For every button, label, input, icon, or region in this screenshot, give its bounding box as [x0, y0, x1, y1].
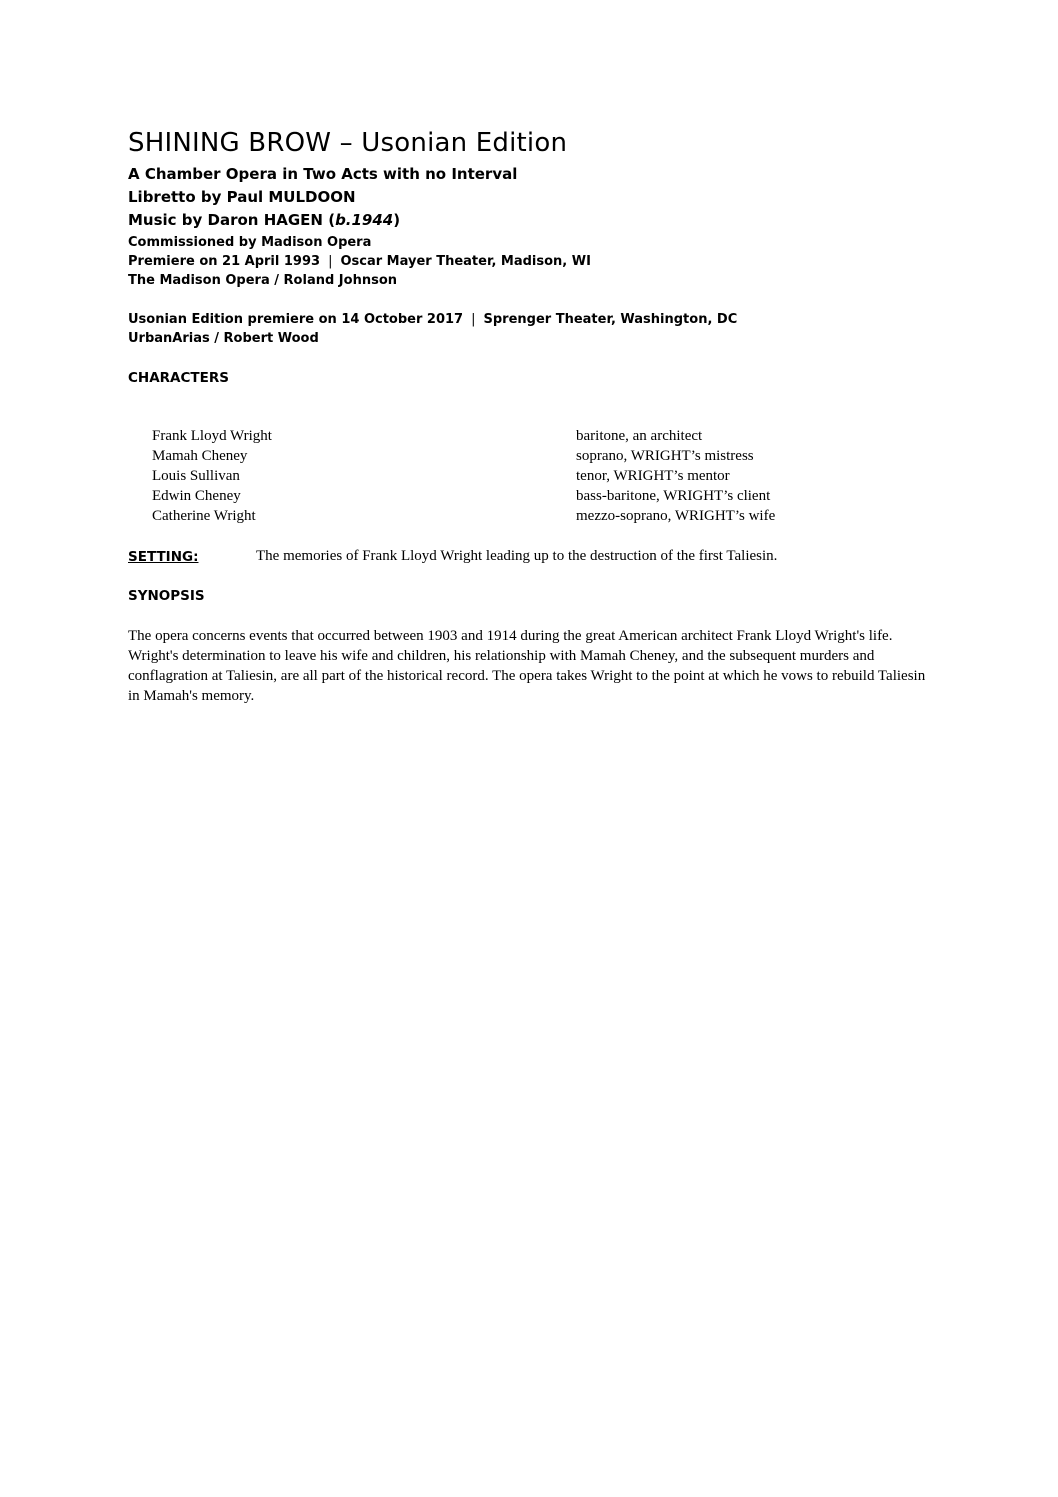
synopsis-paragraph: The opera concerns events that occurred between 1903 and 1914 during the great American architect Frank Lloyd Wright's life. Wright's determination to leave his wife and children, his relationship with Mamah Cheney, and the subsequent murders and conflagration at Taliesin, are all part of the historical record. The opera takes Wright to the point at which he vows to rebuild Taliesin in Mamah's memory. [128, 628, 926, 704]
usonian-venue: Sprenger Theater, Washington, DC [483, 312, 738, 327]
character-name: Mamah Cheney [152, 448, 248, 464]
opera-title: SHINING BROW – Usonian Edition [128, 128, 568, 158]
music-credit-prefix: Music by Daron HAGEN ( [128, 211, 336, 229]
premiere-date: Premiere on 21 April 1993 [128, 254, 321, 269]
synopsis-heading: SYNOPSIS [128, 588, 205, 604]
premiere-venue: Oscar Mayer Theater, Madison, WI [340, 254, 591, 269]
opera-subtitle: A Chamber Opera in Two Acts with no Interval [128, 165, 518, 183]
usonian-premiere-date: Usonian Edition premiere on 14 October 2017 [128, 312, 464, 327]
music-credit [128, 211, 400, 229]
usonian-separator: | [471, 312, 476, 327]
character-name: Edwin Cheney [152, 488, 241, 504]
setting-label: SETTING: [128, 549, 199, 565]
character-name: Louis Sullivan [152, 468, 240, 484]
composer-birth-year: b.1944 [335, 211, 394, 229]
character-role: mezzo-soprano, WRIGHT’s wife [576, 508, 776, 524]
premiere-line [128, 254, 591, 269]
premiere-company: The Madison Opera / Roland Johnson [128, 273, 398, 288]
character-name: Frank Lloyd Wright [152, 428, 272, 444]
character-role: baritone, an architect [576, 428, 703, 444]
character-role: tenor, WRIGHT’s mentor [576, 468, 730, 484]
commission-line: Commissioned by Madison Opera [128, 235, 372, 250]
usonian-company: UrbanArias / Robert Wood [128, 331, 319, 346]
character-role: soprano, WRIGHT’s mistress [576, 448, 754, 464]
libretto-credit: Libretto by Paul MULDOON [128, 188, 356, 206]
usonian-premiere-line [128, 312, 737, 327]
premiere-separator: | [328, 254, 333, 269]
character-role: bass-baritone, WRIGHT’s client [576, 488, 771, 504]
music-credit-suffix: ) [393, 211, 401, 229]
character-name: Catherine Wright [152, 508, 256, 524]
characters-heading: CHARACTERS [128, 370, 229, 386]
setting-text: The memories of Frank Lloyd Wright leading up to the destruction of the first Taliesin. [256, 548, 778, 564]
